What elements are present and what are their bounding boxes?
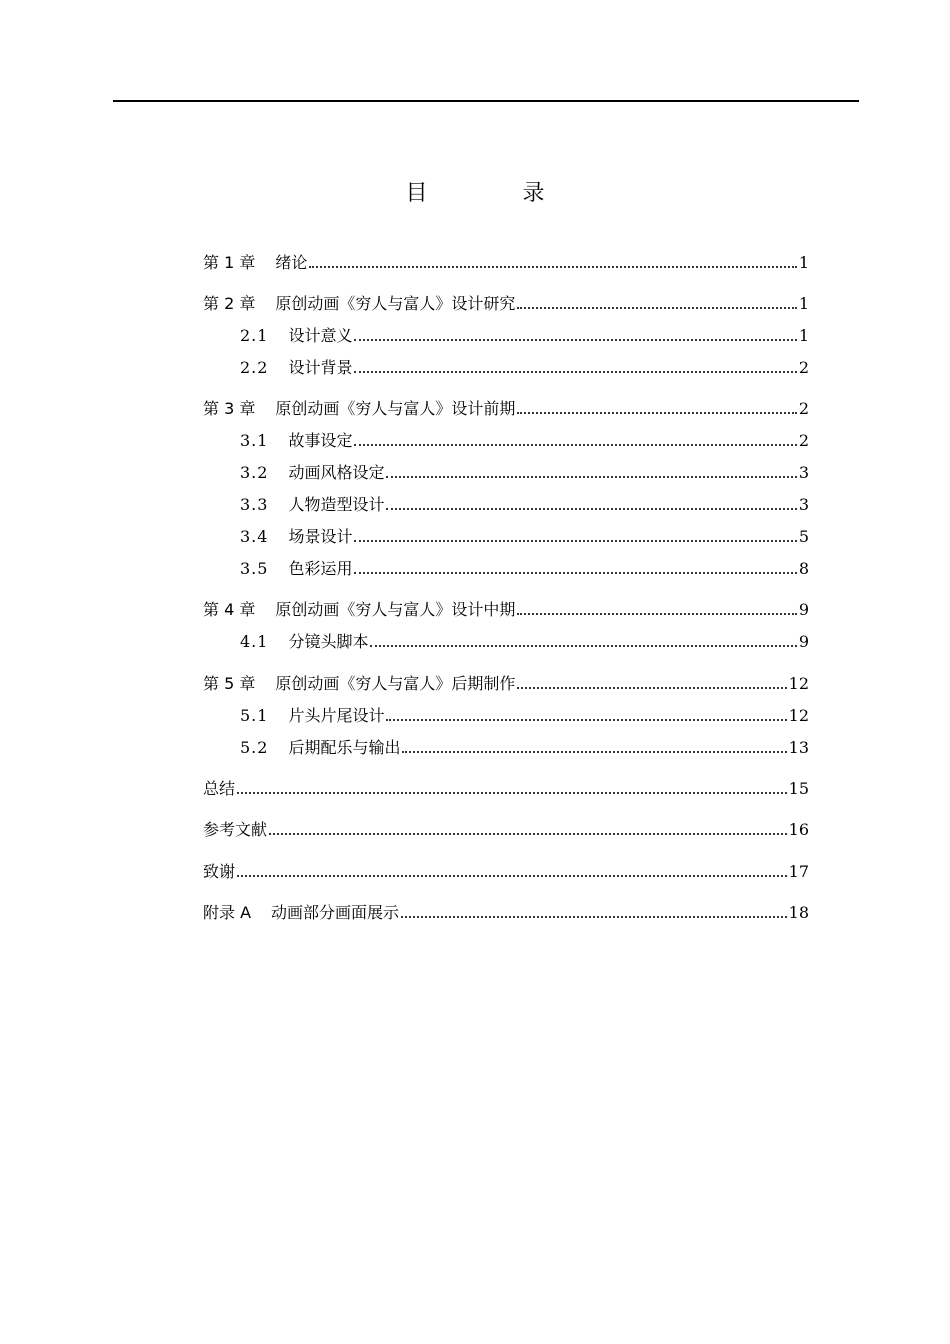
toc-entry-number: 2.1 (240, 326, 269, 345)
toc-page-number: 2 (798, 399, 809, 418)
toc-dot-leader (402, 751, 786, 753)
toc-entry-number: 3.3 (240, 495, 269, 514)
toc-page-number: 12 (788, 674, 809, 693)
toc-entry-label (203, 293, 515, 315)
toc-dot-leader (517, 412, 796, 414)
toc-entry-number: 3.2 (240, 463, 269, 482)
toc-entry-label (203, 778, 235, 800)
toc-entry[interactable] (240, 554, 809, 580)
toc-entry-label (240, 737, 400, 759)
toc-entry[interactable] (203, 289, 809, 315)
toc-page-number: 12 (788, 706, 809, 725)
toc-dot-leader (517, 687, 786, 689)
toc-page-number: 13 (788, 738, 809, 757)
toc-page-number: 17 (788, 862, 809, 881)
toc-page-number: 16 (788, 820, 809, 839)
toc-dot-leader (354, 540, 796, 542)
toc-entry-number: 3.4 (240, 527, 269, 546)
toc-page-number: 1 (798, 253, 809, 272)
toc-page-number: 1 (798, 294, 809, 313)
toc-entry-label (240, 705, 384, 727)
toc-dot-leader (237, 875, 787, 877)
toc-entry-label (240, 325, 352, 347)
toc-dot-leader (269, 833, 787, 835)
toc-entry-number: 第 1 章 (203, 253, 256, 272)
toc-dot-leader (517, 613, 796, 615)
toc-entry-number: 3.5 (240, 559, 269, 578)
toc-entry[interactable] (203, 857, 809, 883)
toc-page-number: 3 (798, 495, 809, 514)
toc-entry[interactable] (240, 733, 809, 759)
toc-entry-number: 附录 A (203, 903, 252, 922)
toc-page-number: 8 (798, 559, 809, 578)
toc-page-number: 2 (798, 358, 809, 377)
toc-entry[interactable] (203, 394, 809, 420)
toc-entry-number: 3.1 (240, 431, 269, 450)
toc-entry-title: 动画部分画面展示 (271, 903, 400, 922)
toc-entry-number: 第 4 章 (203, 600, 256, 619)
toc-entry-title: 故事设定 (288, 431, 353, 450)
toc-entry-title: 色彩运用 (288, 559, 353, 578)
toc-entry-title: 总结 (203, 779, 236, 798)
toc-entry-title: 参考文献 (203, 820, 268, 839)
toc-entry-number: 第 2 章 (203, 294, 256, 313)
toc-entry-label (203, 398, 515, 420)
toc-dot-leader (386, 508, 796, 510)
toc-page-number: 9 (798, 632, 809, 651)
toc-page-number: 15 (788, 779, 809, 798)
toc-entry-label (203, 673, 515, 695)
toc-dot-leader (386, 476, 796, 478)
toc-entry-title: 原创动画《穷人与富人》后期制作 (275, 674, 516, 693)
toc-entry[interactable] (203, 774, 809, 800)
toc-entry-title: 分镜头脚本 (288, 632, 369, 651)
toc-entry-label (240, 526, 352, 548)
toc-entry[interactable] (203, 815, 809, 841)
toc-entry-number: 5.1 (240, 706, 269, 725)
toc-dot-leader (354, 572, 796, 574)
toc-entry-title: 后期配乐与输出 (288, 738, 401, 757)
toc-page-number: 18 (788, 903, 809, 922)
toc-entry-title: 设计意义 (288, 326, 353, 345)
toc-dot-leader (401, 916, 787, 918)
toc-entry-title: 原创动画《穷人与富人》设计中期 (275, 600, 516, 619)
toc-entry-label (203, 902, 399, 924)
toc-entry[interactable] (240, 426, 809, 452)
toc-dot-leader (354, 371, 796, 373)
toc-dot-leader (386, 719, 786, 721)
toc-entry-title: 人物造型设计 (288, 495, 385, 514)
toc-entry[interactable] (203, 595, 809, 621)
toc-entry-title: 原创动画《穷人与富人》设计研究 (275, 294, 516, 313)
toc-entry-label (240, 462, 384, 484)
page-title: 目 录 (405, 181, 589, 206)
toc-entry-number: 第 3 章 (203, 399, 256, 418)
toc-entry-label (203, 599, 515, 621)
toc-entry[interactable] (203, 669, 809, 695)
toc-entry-title: 场景设计 (288, 527, 353, 546)
toc-entry[interactable] (240, 353, 809, 379)
header-rule (113, 100, 859, 102)
toc-entry[interactable] (240, 458, 809, 484)
toc-entry[interactable] (203, 898, 809, 924)
toc-entry-title: 片头片尾设计 (288, 706, 385, 725)
toc-entry-number: 4.1 (240, 632, 269, 651)
toc-dot-leader (309, 266, 796, 268)
toc-entry[interactable] (240, 321, 809, 347)
toc-entry-title: 动画风格设定 (288, 463, 385, 482)
toc-entry-title: 致谢 (203, 862, 236, 881)
toc-entry-label (240, 357, 352, 379)
toc-dot-leader (354, 339, 796, 341)
toc-entry-label (240, 558, 352, 580)
toc-entry[interactable] (240, 627, 809, 653)
toc-page-number: 2 (798, 431, 809, 450)
toc-entry[interactable] (203, 248, 809, 274)
toc-entry-label (203, 819, 267, 841)
toc-entry-label (203, 861, 235, 883)
toc-entry-number: 第 5 章 (203, 674, 256, 693)
toc-page-number: 5 (798, 527, 809, 546)
toc-entry-title: 原创动画《穷人与富人》设计前期 (275, 399, 516, 418)
toc-dot-leader (370, 645, 796, 647)
toc-entry-label (240, 494, 384, 516)
toc-entry[interactable] (240, 522, 809, 548)
toc-page-number: 3 (798, 463, 809, 482)
toc-entry-number: 2.2 (240, 358, 269, 377)
toc-entry-title: 绪论 (275, 253, 308, 272)
toc-dot-leader (517, 307, 796, 309)
toc-entry-label (240, 631, 368, 653)
toc-entry-title: 设计背景 (288, 358, 353, 377)
toc-dot-leader (237, 792, 787, 794)
toc-dot-leader (354, 444, 796, 446)
toc-page-number: 9 (798, 600, 809, 619)
toc-page-number: 1 (798, 326, 809, 345)
toc-entry-number: 5.2 (240, 738, 269, 757)
toc-entry-label (203, 252, 307, 274)
toc-entry[interactable] (240, 490, 809, 516)
toc-entry-label (240, 430, 352, 452)
toc-entry[interactable] (240, 701, 809, 727)
